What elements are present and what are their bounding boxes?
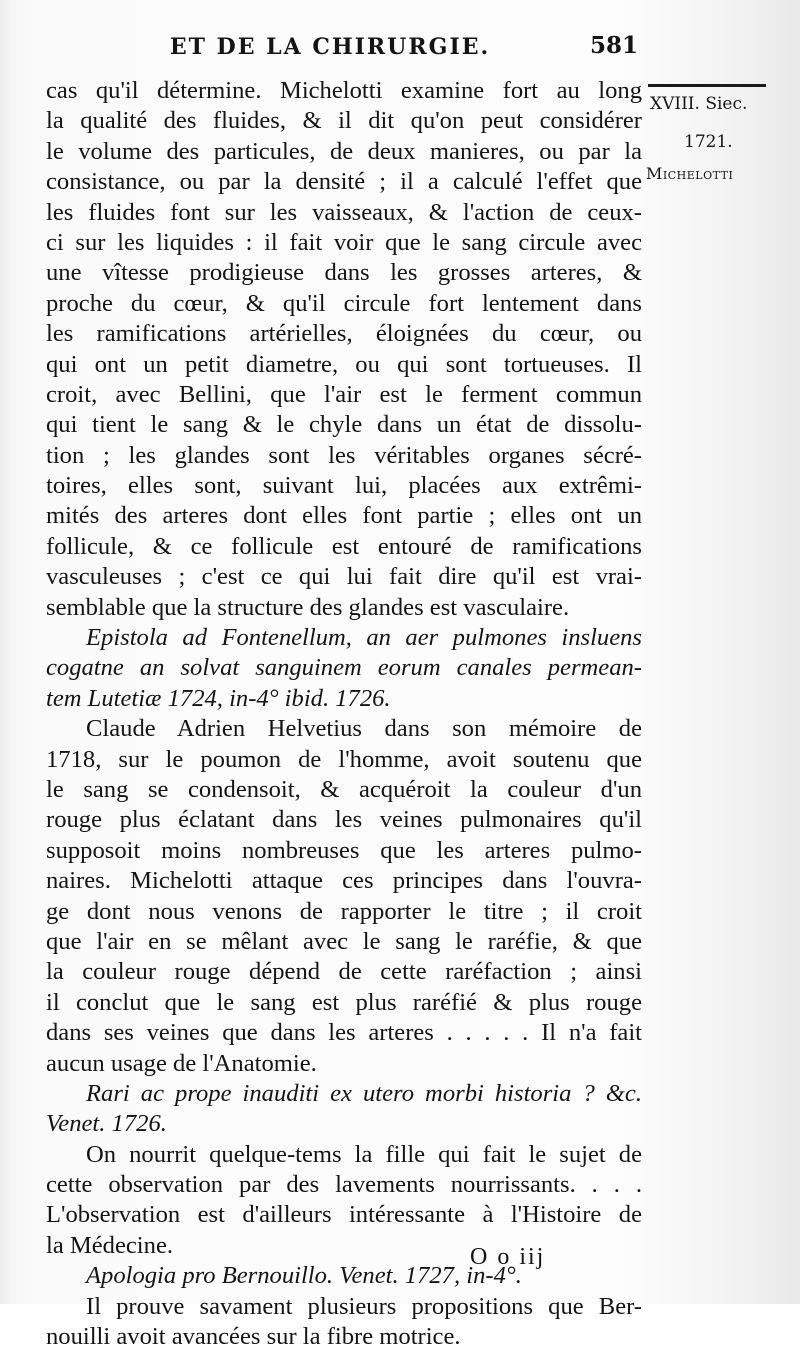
citation-line: Apologia pro Bernouillo. Venet. 1727, in-4°. — [86, 1262, 522, 1290]
text-line: ci sur les liquides : il fait voir que le sang circule avec — [46, 228, 642, 256]
text-line: qui tient le sang & le chyle dans un état de dissolu- — [46, 411, 642, 439]
citation-line: Epistola ad Fontenellum, an aer pulmones insluens — [86, 624, 642, 652]
text-line: proche du cœur, & qu'il circule fort lentement dans — [46, 289, 642, 317]
text-line: follicule, & ce follicule est entouré de ramifications — [46, 532, 642, 560]
text-line: croit, avec Bellini, que l'air est le ferment commun — [46, 380, 642, 408]
text-line: dans ses veines que dans les arteres . . . . . Il n'a fait — [46, 1019, 642, 1047]
signature-mark: O o iij — [470, 1244, 546, 1270]
margin-century: XVIII. Siec. — [650, 94, 748, 114]
text-line: il conclut que le sang est plus raréfié & plus rouge — [46, 988, 642, 1016]
margin-year: 1721. — [684, 132, 733, 152]
margin-rule — [648, 84, 766, 87]
text-line: On nourrit quelque-tems la fille qui fait le sujet de — [86, 1140, 642, 1168]
body-text — [46, 76, 642, 1352]
text-line: ge dont nous venons de rapporter le titre ; il croit — [46, 897, 642, 925]
text-line: que l'air en se mêlant avec le sang le raréfie, & que — [46, 927, 642, 955]
text-line: semblable que la structure des glandes est vasculaire. — [46, 593, 570, 621]
citation-line: tem Lutetiæ 1724, in-4° ibid. 1726. — [46, 684, 391, 712]
text-line: supposoit moins nombreuses que les arteres pulmo- — [46, 836, 642, 864]
text-line: cette observation par des lavements nourrissants. . . . — [46, 1171, 642, 1199]
text-line: Il prouve savament plusieurs propositions que Ber- — [86, 1292, 642, 1320]
text-line: Claude Adrien Helvetius dans son mémoire de — [86, 715, 642, 743]
text-line: L'observation est d'ailleurs intéressante à l'Histoire de — [46, 1201, 642, 1229]
running-title: ET DE LA CHIRURGIE. — [169, 34, 491, 60]
text-line: toires, elles sont, suivant lui, placées aux extrêmi- — [46, 472, 642, 500]
text-line: tion ; les glandes sont les véritables organes sécré- — [46, 441, 642, 469]
text-line: mités des arteres dont elles font partie ; elles ont un — [46, 502, 642, 530]
text-line: rouge plus éclatant dans les veines pulmonaires qu'il — [46, 806, 642, 834]
text-line: la qualité des fluides, & il dit qu'on peut considérer — [46, 107, 642, 135]
margin-author-name: Michelotti — [646, 164, 734, 183]
text-line: les fluides font sur les vaisseaux, & l'action de ceux- — [46, 198, 642, 226]
text-line: le volume des particules, de deux manieres, ou par la — [46, 137, 642, 165]
text-line: qui ont un petit diametre, ou qui sont tortueuses. Il — [46, 350, 642, 378]
text-line: naires. Michelotti attaque ces principes dans l'ouvra- — [46, 867, 642, 895]
text-line: la couleur rouge dépend de cette raréfaction ; ainsi — [46, 958, 642, 986]
text-line: aucun usage de l'Anatomie. — [46, 1049, 317, 1077]
text-line: cas qu'il détermine. Michelotti examine fort au long — [46, 77, 642, 104]
text-line: une vîtesse prodigieuse dans les grosses arteres, & — [46, 259, 642, 287]
citation-line: cogatne an solvat sanguinem eorum canales permean- — [46, 654, 642, 682]
citation-line: Venet. 1726. — [46, 1110, 167, 1138]
text-line: les ramifications artérielles, éloignées du cœur, ou — [46, 320, 642, 348]
text-line: consistance, ou par la densité ; il a calculé l'effet que — [46, 168, 642, 196]
citation-line: Rari ac prope inauditi ex utero morbi historia ? &c. — [86, 1079, 642, 1107]
page-number: 581 — [590, 32, 639, 59]
text-line: vasculeuses ; c'est ce qui lui fait dire qu'il est vrai- — [46, 563, 642, 591]
text-line: nouilli avoit avancées sur la fibre motrice. — [46, 1323, 461, 1351]
text-line: le sang se condensoit, & acquéroit la couleur d'un — [46, 775, 642, 803]
text-line: 1718, sur le poumon de l'homme, avoit soutenu que — [46, 745, 642, 773]
text-line: la Médecine. — [46, 1231, 174, 1259]
